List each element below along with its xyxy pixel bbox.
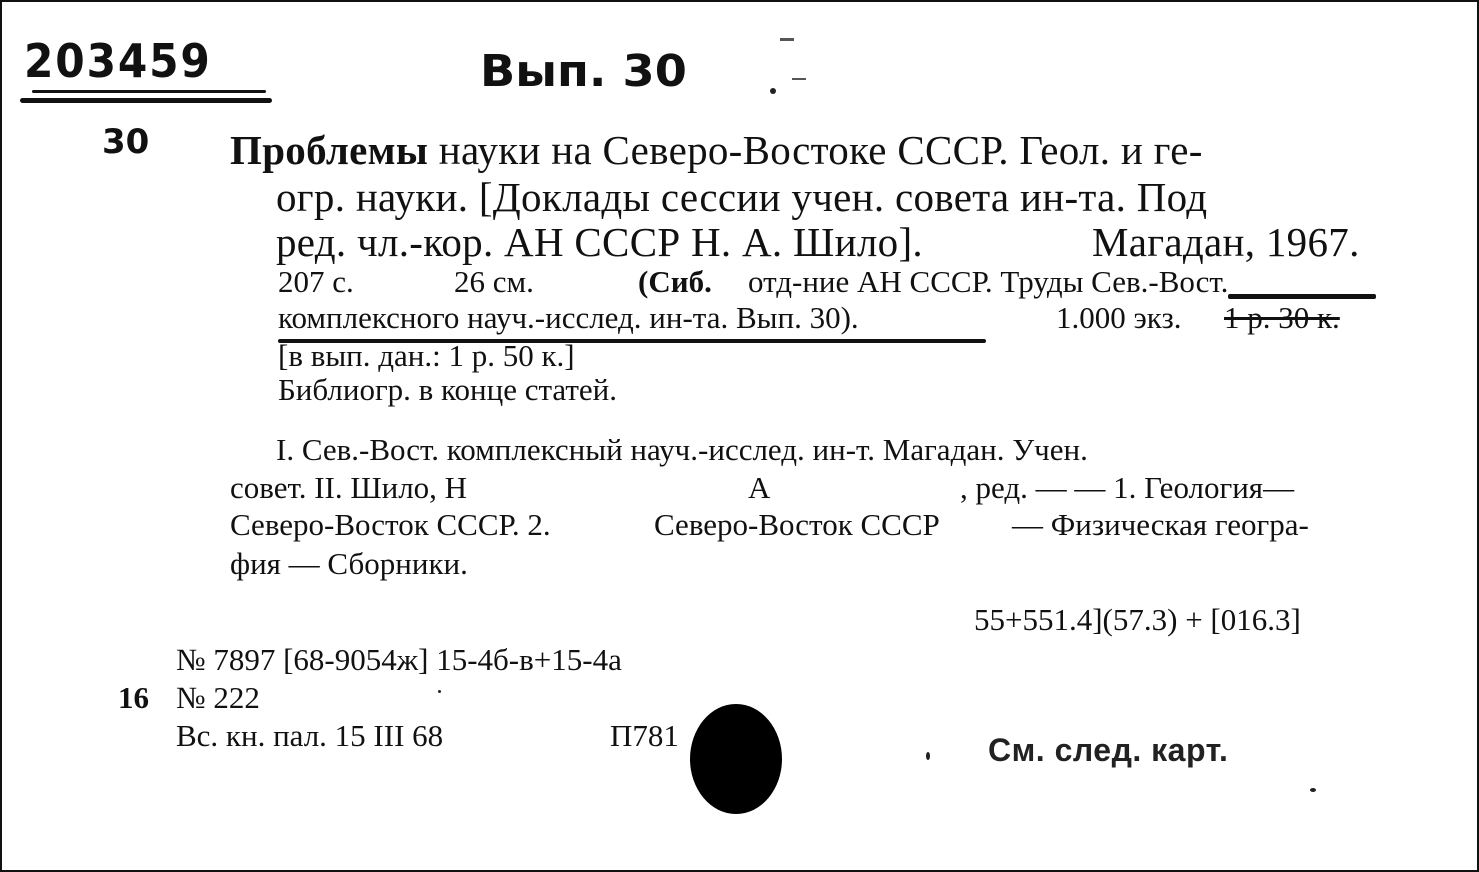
order-line: № 7897 [68-9054ж] 15-4б-в+15-4а — [176, 642, 622, 677]
inventory-underline — [32, 90, 266, 93]
speck — [926, 752, 930, 760]
stray-mark — [792, 78, 806, 80]
series-rest: отд-ние АН СССР. Труды Сев.-Вост. — [748, 264, 1229, 299]
number-line: № 222 — [176, 680, 260, 715]
volume-mark-left: 30 — [102, 122, 150, 162]
tracing-line-3b: Северо-Восток СССР — [654, 507, 940, 542]
speck — [438, 690, 441, 693]
price: 1 р. 30 к. — [1224, 300, 1340, 335]
tracing-line-2b: А — [748, 470, 771, 505]
stray-mark — [780, 38, 794, 41]
series-underline-upper — [1228, 294, 1376, 299]
series-open: (Сиб. — [638, 264, 712, 299]
code: П781 — [610, 718, 679, 753]
inventory-underline-thick — [20, 98, 272, 103]
tracing-line-2c: , ред. — — 1. Геология— — [960, 470, 1295, 505]
tracing-line-2a: совет. II. Шило, Н — [230, 470, 468, 505]
footer-prefix: 16 — [118, 680, 149, 715]
price-note: [в вып. дан.: 1 р. 50 к.] — [278, 338, 575, 373]
inventory-number: 203459 — [24, 34, 212, 88]
title-line-1-rest: науки на Северо-Востоке СССР. Геол. и ге- — [428, 127, 1203, 173]
see-next-stamp: См. след. карт. — [988, 732, 1229, 768]
speck — [1310, 788, 1316, 792]
series-line-2: комплексного науч.-исслед. ин-та. Вып. 30). — [278, 300, 859, 335]
bibliography: Библиогр. в конце статей. — [278, 372, 618, 407]
tracing-line-4: фия — Сборники. — [230, 546, 468, 581]
size: 26 см. — [454, 264, 534, 299]
tracing-line-3a: Северо-Восток СССР. 2. — [230, 507, 551, 542]
title-line-2: огр. науки. [Доклады сессии учен. совета ин-та. Под — [276, 174, 1208, 220]
stray-dot — [770, 88, 776, 94]
classification: 55+551.4](57.3) + [016.3] — [974, 602, 1301, 637]
title-lead: Проблемы — [230, 127, 429, 173]
imprint: Магадан, 1967. — [1092, 219, 1360, 265]
volume-mark-top: Вып. 30 — [480, 46, 687, 97]
chamber-line: Вс. кн. пал. 15 III 68 — [176, 718, 444, 753]
title-line-3: ред. чл.-кор. АН СССР Н. А. Шило]. — [276, 219, 923, 265]
tracing-line-3c: — Физическая геогра- — [1012, 507, 1309, 542]
pages: 207 с. — [278, 264, 354, 299]
tracing-line-1: I. Сев.-Вост. комплексный науч.-исслед. ин-т. Магадан. Учен. — [276, 432, 1088, 467]
punch-hole — [690, 704, 782, 814]
copies: 1.000 экз. — [1056, 300, 1182, 335]
title-line-1 — [230, 126, 1203, 174]
